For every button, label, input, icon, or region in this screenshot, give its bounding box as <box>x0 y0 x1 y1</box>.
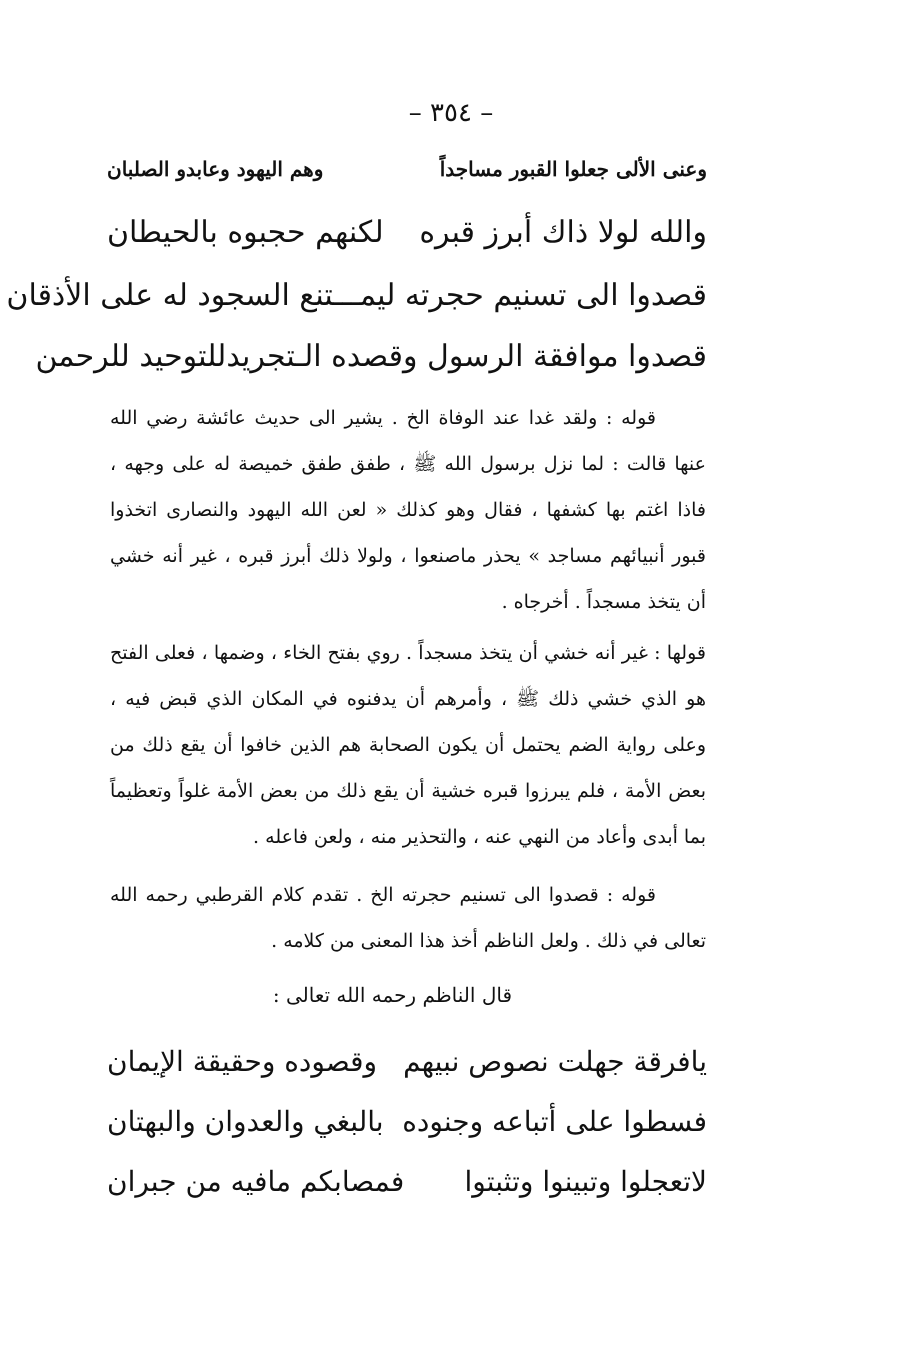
page-number: – ٣٥٤ – <box>408 98 494 128</box>
verse-first-hemistich: قصدوا موافقة الرسول وقصده الـتجريد <box>226 339 707 374</box>
poem-verse-1 <box>107 157 707 181</box>
verse-first-hemistich: وعنى الألى جعلوا القبور مساجداً <box>439 157 707 181</box>
poem-verse-7 <box>107 1165 707 1198</box>
poem-verse-4 <box>35 339 707 374</box>
verse-second-hemistich: للتوحيد للرحمن <box>35 339 227 374</box>
poem-verse-2 <box>107 215 707 250</box>
commentary-paragraph: قولها : غير أنه خشي أن يتخذ مسجداً . روي بفتح الخاء ، وضمها ، فعلى الفتح هو الذي خشي ذلك ﷺ ، وأمرهم أن يدفنوه في المكان الذي قبض فيه ، وعلى رواية الضم يحتمل أن يكون الصحابة هم الذين خافوا أن يقع ذلك من بعض الأمة ، فلم يبرزوا قبره خشية أن يقع ذلك من بعض الأمة غلواً وتعظيماً بما أبدى وأعاد من النهي عنه ، والتحذير منه ، ولعن فاعله . <box>110 642 706 848</box>
verse-first-hemistich: يافرقة جهلت نصوص نبيهم <box>403 1045 707 1078</box>
verse-first-hemistich: فسطوا على أتباعه وجنوده <box>402 1105 707 1138</box>
poem-verse-6 <box>107 1105 707 1138</box>
verse-second-hemistich: لكنهم حجبوه بالحيطان <box>107 215 384 250</box>
poem-verse-5 <box>107 1045 707 1078</box>
verse-first-hemistich: قصدوا الى تسنيم حجرته ليمـــتنع السجود له على الأذقان <box>6 278 707 313</box>
verse-first-hemistich: والله لولا ذاك أبرز قبره <box>419 215 707 250</box>
section-heading: قال الناظم رحمه الله تعالى : <box>272 983 512 1007</box>
poem-verse-3 <box>6 278 707 313</box>
verse-first-hemistich: لاتعجلوا وتبينوا وتثبتوا <box>464 1165 707 1198</box>
verse-second-hemistich: فمصابكم مافيه من جبران <box>107 1165 405 1198</box>
verse-second-hemistich: بالبغي والعدوان والبهتان <box>107 1105 384 1138</box>
verse-second-hemistich: وهم اليهود وعابدو الصلبان <box>107 157 324 181</box>
verse-second-hemistich: وقصوده وحقيقة الإيمان <box>107 1045 378 1078</box>
commentary-paragraph: قوله : ولقد غدا عند الوفاة الخ . يشير الى حديث عائشة رضي الله عنها قالت : لما نزل برسول الله ﷺ ، طفق طفق خميصة له على وجهه ، فاذا اغتم بها كشفها ، فقال وهو كذلك « لعن الله اليهود والنصارى اتخذوا قبور أنبيائهم مساجد » يحذر ماصنعوا ، ولولا ذلك أبرز قبره ، غير أنه خشي أن يتخذ مسجداً . أخرجاه . <box>110 407 706 613</box>
commentary-paragraph: قوله : قصدوا الى تسنيم حجرته الخ . تقدم كلام القرطبي رحمه الله تعالى في ذلك . ولعل الناظم أخذ هذا المعنى من كلامه . <box>110 884 706 952</box>
